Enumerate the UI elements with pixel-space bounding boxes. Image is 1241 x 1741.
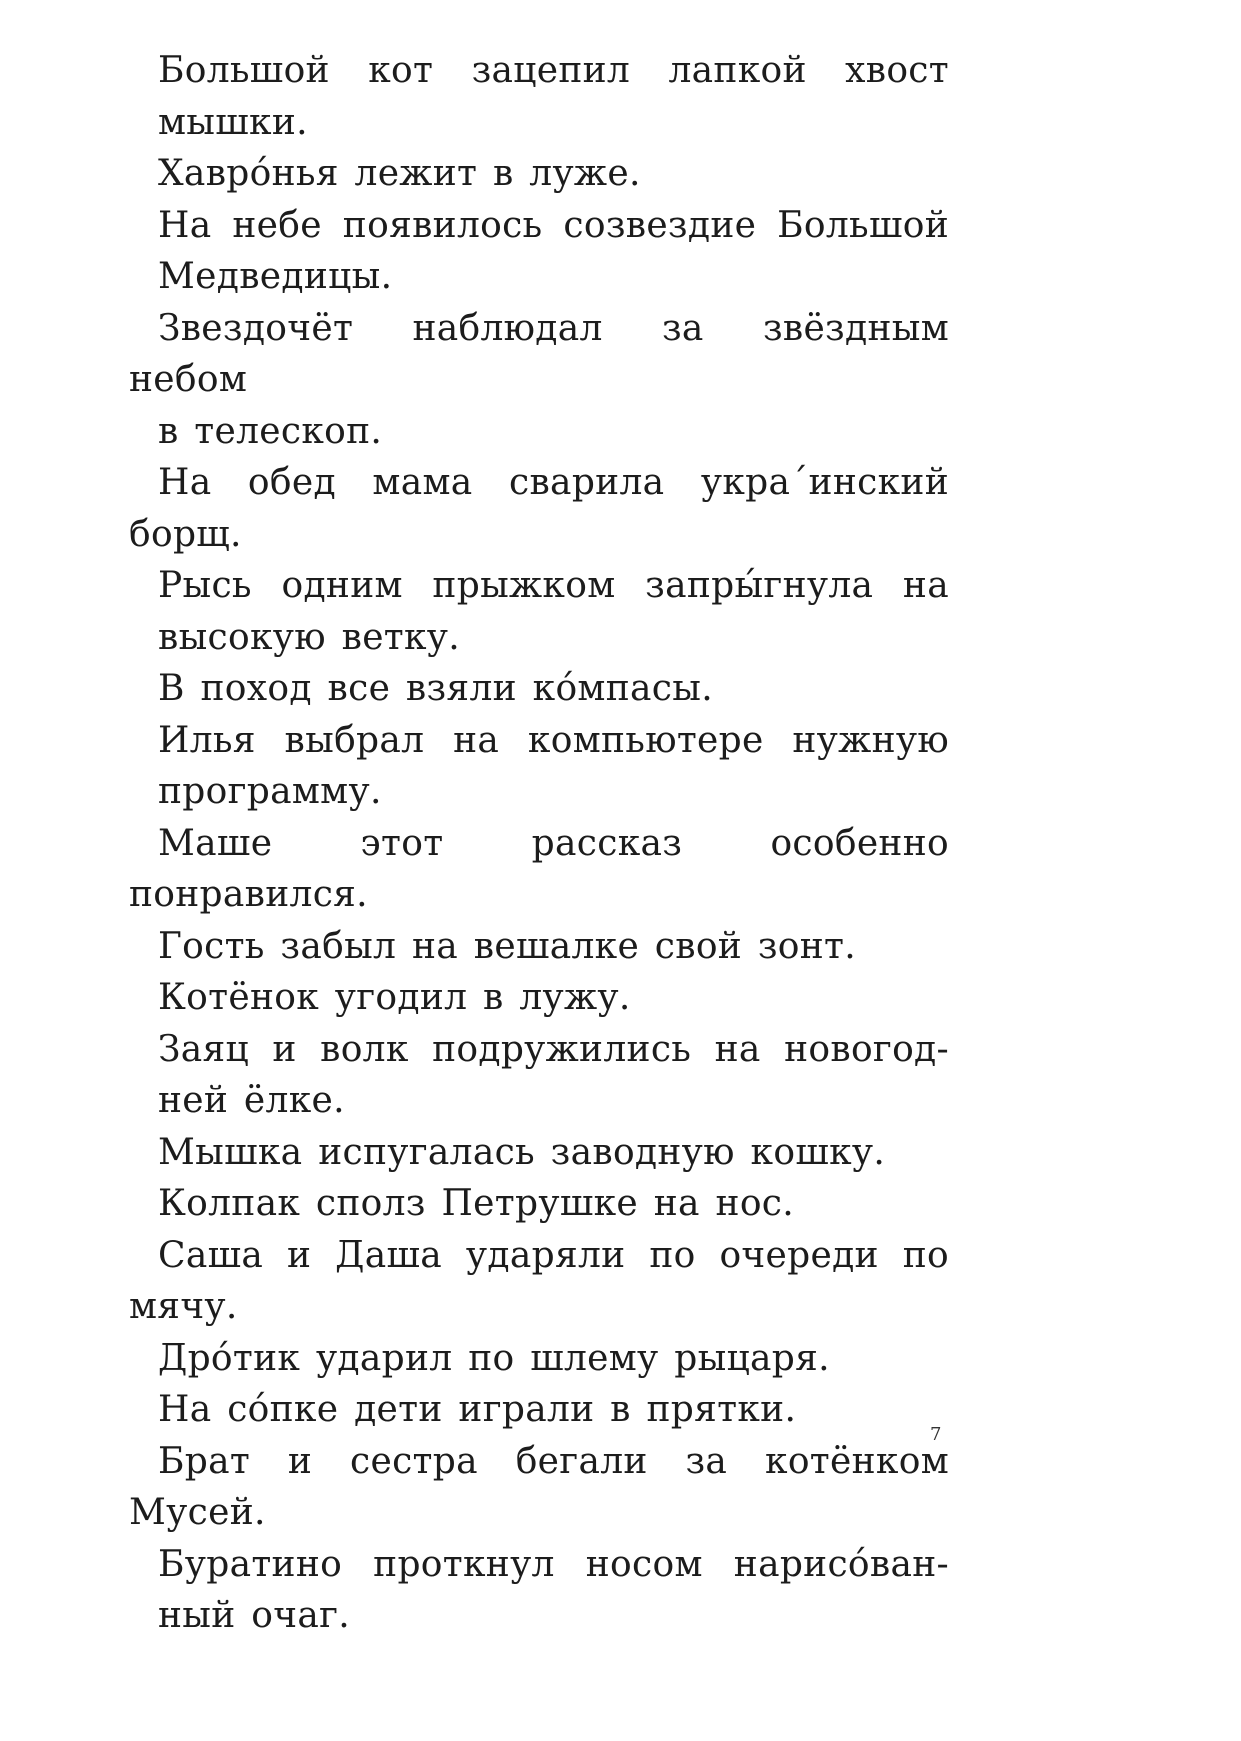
sentence — [129, 45, 949, 148]
sentence-line: Колпак сполз Петрушке на нос. — [158, 1183, 795, 1224]
sentence — [129, 972, 949, 1024]
sentence-line: в телескоп. — [158, 410, 383, 452]
sentence — [129, 1024, 949, 1127]
sentence-line: На со́пке дети играли в прятки. — [158, 1389, 797, 1430]
sentence — [129, 1384, 949, 1436]
sentence-line: Звездочёт наблюдал за звёздным небом — [129, 307, 949, 400]
sentence — [129, 1539, 949, 1642]
sentence-line: Гость забыл на вешалке свой зонт. — [158, 925, 856, 967]
sentence-line: Брат и сестра бегали за котёнком Мусей. — [129, 1440, 949, 1533]
sentence-line: Рысь одним прыжком запры́гнула на — [158, 565, 949, 606]
sentence-line: Мышка испугалась заводную кошку. — [158, 1131, 886, 1173]
sentence — [129, 1436, 949, 1539]
sentence-line: Буратино проткнул носом нарисо́ван- — [158, 1543, 949, 1585]
sentence — [129, 1333, 949, 1385]
sentence — [129, 715, 949, 818]
sentence — [129, 1127, 949, 1179]
sentence — [129, 818, 949, 921]
sentence — [129, 200, 949, 303]
sentence-line: Заяц и волк подружились на новогод- — [158, 1028, 949, 1070]
sentence-line: высокую ветку. — [158, 616, 461, 658]
sentence-list — [129, 45, 949, 1642]
sentence-line: Илья выбрал на компьютере нужную — [158, 719, 949, 761]
sentence-line: Хавро́нья лежит в луже. — [158, 153, 641, 194]
page-number: 7 — [930, 1424, 942, 1445]
sentence-line: программу. — [158, 771, 382, 812]
sentence — [129, 148, 949, 200]
sentence-line: мышки. — [158, 101, 308, 143]
sentence-line: ный очаг. — [158, 1595, 351, 1636]
sentence-line: Саша и Даша ударяли по очереди по мячу. — [129, 1234, 949, 1327]
sentence-line: Большой кот зацепил лапкой хвост — [158, 50, 949, 91]
sentence-line: Дро́тик ударил по шлему рыцаря. — [158, 1337, 830, 1379]
sentence — [129, 921, 949, 973]
sentence-line: Котёнок угодил в лужу. — [158, 977, 631, 1018]
sentence — [129, 1230, 949, 1333]
sentence-line: В поход все взяли ко́мпасы. — [158, 668, 713, 709]
sentence-line: На обед мама сварила укра´инский борщ. — [129, 462, 949, 555]
sentence-line: Маше этот рассказ особенно понравился. — [129, 822, 949, 915]
sentence — [129, 1178, 949, 1230]
sentence — [129, 303, 949, 458]
sentence-line: На небе появилось созвездие Большой — [158, 204, 949, 246]
sentence — [129, 663, 949, 715]
sentence-line: ней ёлке. — [158, 1080, 345, 1121]
sentence — [129, 560, 949, 663]
sentence — [129, 457, 949, 560]
sentence-line: Медведицы. — [158, 256, 393, 297]
